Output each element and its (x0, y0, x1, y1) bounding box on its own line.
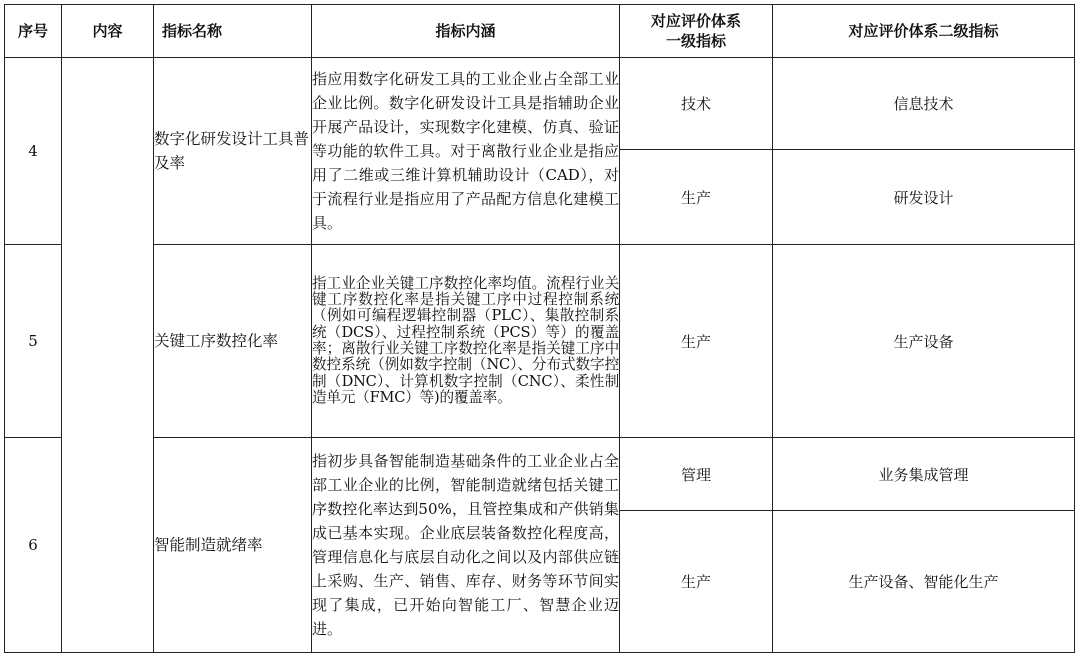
header-content: 内容 (62, 5, 154, 58)
level2-indicator: 信息技术 (773, 58, 1075, 150)
header-name: 指标名称 (154, 5, 312, 58)
level2-indicator: 业务集成管理 (773, 438, 1075, 511)
table-row (5, 245, 1075, 438)
level1-indicator: 生产 (620, 511, 773, 653)
level1-indicator: 生产 (620, 150, 773, 245)
content-cell (62, 58, 154, 653)
level1-indicator: 生产 (620, 245, 773, 438)
header-no: 序号 (5, 5, 62, 58)
indicator-table (4, 4, 1075, 653)
header-row (5, 5, 1075, 58)
header-definition: 指标内涵 (312, 5, 620, 58)
level1-indicator: 技术 (620, 58, 773, 150)
row-number: 6 (5, 438, 62, 653)
level2-indicator: 生产设备 (773, 245, 1075, 438)
table-row (5, 438, 1075, 511)
row-number: 4 (5, 58, 62, 245)
header-level1-line2: 一级指标 (665, 32, 726, 50)
level2-indicator: 研发设计 (773, 150, 1075, 245)
level1-indicator: 管理 (620, 438, 773, 511)
header-level1-line1: 对应评价体系 (650, 12, 741, 30)
indicator-definition: 指初步具备智能制造基础条件的工业企业占全部工业企业的比例，智能制造就绪包括关键工序数控化率达到50%，且管控集成和产供销集成已基本实现。企业底层装备数控化程度高，管理信息化与底层自动化之间以及内部供应链上采购、生产、销售、库存、财务等环节间实现了集成，已开始向智能工厂、智慧企业迈进。 (312, 438, 620, 653)
table-row (5, 58, 1075, 150)
row-number: 5 (5, 245, 62, 438)
indicator-name: 智能制造就绪率 (154, 438, 312, 653)
header-level1 (620, 5, 773, 58)
indicator-definition: 指工业企业关键工序数控化率均值。流程行业关键工序数控化率是指关键工序中过程控制系统（例如可编程逻辑控制器（PLC）、集散控制系统（DCS）、过程控制系统（PCS）等）的覆盖率；离散行业关键工序数控化率是指关键工序中数控系统（例如数字控制（NC）、分布式数字控制（DNC）、计算机数字控制（CNC）、柔性制造单元（FMC）等)的覆盖率。 (312, 245, 620, 438)
indicator-name: 关键工序数控化率 (154, 245, 312, 438)
header-level2: 对应评价体系二级指标 (773, 5, 1075, 58)
indicator-definition: 指应用数字化研发工具的工业企业占全部工业企业比例。数字化研发设计工具是指辅助企业开展产品设计，实现数字化建模、仿真、验证等功能的软件工具。对于离散行业企业是指应用了二维或三维计算机辅助设计（CAD），对于流程行业是指应用了产品配方信息化建模工具。 (312, 58, 620, 245)
level2-indicator: 生产设备、智能化生产 (773, 511, 1075, 653)
indicator-name: 数字化研发设计工具普及率 (154, 58, 312, 245)
